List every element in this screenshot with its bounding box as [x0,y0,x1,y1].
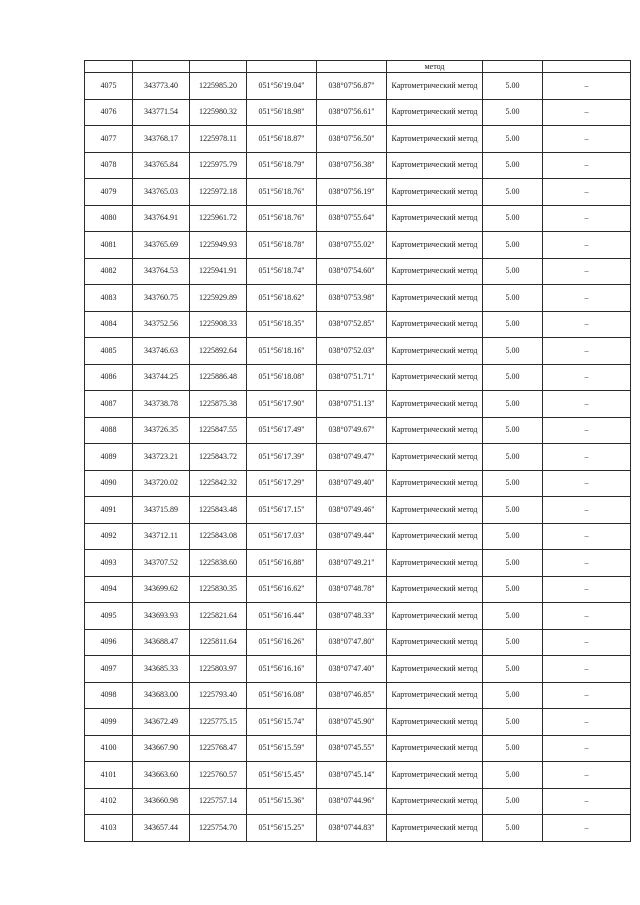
table-row [85,815,631,842]
accuracy-cell: 5.00 [483,735,543,762]
point-number-cell: 4101 [85,762,133,789]
x-coordinate-cell: 343688.47 [133,629,190,656]
table-row [85,550,631,577]
y-coordinate-cell: 1225760.57 [190,762,247,789]
description-cell: – [543,444,631,471]
x-coordinate-cell [133,61,190,73]
point-number-cell: 4093 [85,550,133,577]
x-coordinate-cell: 343683.00 [133,682,190,709]
description-cell: – [543,258,631,285]
table-row [85,285,631,312]
latitude-cell: 051°56'16.44" [247,603,317,630]
y-coordinate-cell: 1225961.72 [190,205,247,232]
point-number-cell: 4090 [85,470,133,497]
accuracy-cell: 5.00 [483,523,543,550]
latitude-cell: 051°56'18.74" [247,258,317,285]
description-cell: – [543,126,631,153]
y-coordinate-cell: 1225949.93 [190,232,247,259]
table-row [85,470,631,497]
accuracy-cell: 5.00 [483,232,543,259]
accuracy-cell: 5.00 [483,629,543,656]
y-coordinate-cell: 1225892.64 [190,338,247,365]
method-cell: Картометрический метод [387,815,483,842]
description-cell: – [543,391,631,418]
longitude-cell: 038°07'56.61" [317,99,387,126]
latitude-cell: 051°56'16.62" [247,576,317,603]
x-coordinate-cell: 343771.54 [133,99,190,126]
table-row [85,603,631,630]
latitude-cell: 051°56'16.26" [247,629,317,656]
x-coordinate-cell: 343760.75 [133,285,190,312]
accuracy-cell: 5.00 [483,99,543,126]
accuracy-cell: 5.00 [483,815,543,842]
latitude-cell: 051°56'18.62" [247,285,317,312]
accuracy-cell: 5.00 [483,656,543,683]
table-row [85,735,631,762]
longitude-cell: 038°07'45.90" [317,709,387,736]
table-row [85,497,631,524]
x-coordinate-cell: 343660.98 [133,788,190,815]
y-coordinate-cell: 1225754.70 [190,815,247,842]
point-number-cell: 4091 [85,497,133,524]
point-number-cell: 4095 [85,603,133,630]
point-number-cell: 4083 [85,285,133,312]
y-coordinate-cell: 1225886.48 [190,364,247,391]
x-coordinate-cell: 343693.93 [133,603,190,630]
description-cell: – [543,364,631,391]
accuracy-cell: 5.00 [483,470,543,497]
latitude-cell: 051°56'18.76" [247,205,317,232]
x-coordinate-cell: 343712.11 [133,523,190,550]
table-row [85,682,631,709]
accuracy-cell: 5.00 [483,311,543,338]
method-cell: Картометрический метод [387,258,483,285]
method-cell: Картометрический метод [387,709,483,736]
latitude-cell: 051°56'17.29" [247,470,317,497]
accuracy-cell: 5.00 [483,285,543,312]
longitude-cell: 038°07'48.33" [317,603,387,630]
x-coordinate-cell: 343663.60 [133,762,190,789]
table-row [85,523,631,550]
accuracy-cell: 5.00 [483,179,543,206]
table-row [85,311,631,338]
latitude-cell: 051°56'18.16" [247,338,317,365]
x-coordinate-cell: 343699.62 [133,576,190,603]
longitude-cell: 038°07'53.98" [317,285,387,312]
longitude-cell: 038°07'49.47" [317,444,387,471]
x-coordinate-cell: 343765.84 [133,152,190,179]
table-row [85,232,631,259]
y-coordinate-cell: 1225985.20 [190,73,247,100]
latitude-cell: 051°56'18.78" [247,232,317,259]
method-cell: Картометрический метод [387,391,483,418]
point-number-cell: 4088 [85,417,133,444]
description-cell: – [543,815,631,842]
point-number-cell: 4087 [85,391,133,418]
description-cell: – [543,497,631,524]
description-cell: – [543,470,631,497]
y-coordinate-cell: 1225978.11 [190,126,247,153]
y-coordinate-cell [190,61,247,73]
accuracy-cell: 5.00 [483,364,543,391]
longitude-cell: 038°07'52.03" [317,338,387,365]
method-cell: Картометрический метод [387,364,483,391]
description-cell: – [543,550,631,577]
x-coordinate-cell: 343765.03 [133,179,190,206]
table-row [85,788,631,815]
point-number-cell: 4097 [85,656,133,683]
x-coordinate-cell: 343765.69 [133,232,190,259]
y-coordinate-cell: 1225975.79 [190,152,247,179]
table-row [85,709,631,736]
y-coordinate-cell: 1225972.18 [190,179,247,206]
table-row [85,258,631,285]
x-coordinate-cell: 343720.02 [133,470,190,497]
y-coordinate-cell: 1225980.32 [190,99,247,126]
table-row [85,152,631,179]
y-coordinate-cell: 1225842.32 [190,470,247,497]
x-coordinate-cell: 343726.35 [133,417,190,444]
table-row [85,61,631,73]
point-number-cell: 4103 [85,815,133,842]
longitude-cell: 038°07'45.55" [317,735,387,762]
x-coordinate-cell: 343667.90 [133,735,190,762]
accuracy-cell: 5.00 [483,682,543,709]
x-coordinate-cell: 343768.17 [133,126,190,153]
point-number-cell: 4102 [85,788,133,815]
description-cell: – [543,603,631,630]
description-cell: – [543,523,631,550]
y-coordinate-cell: 1225830.35 [190,576,247,603]
longitude-cell: 038°07'47.40" [317,656,387,683]
longitude-cell: 038°07'51.71" [317,364,387,391]
method-cell: Картометрический метод [387,232,483,259]
method-cell: Картометрический метод [387,629,483,656]
coordinates-table [84,60,631,842]
longitude-cell: 038°07'47.80" [317,629,387,656]
x-coordinate-cell: 343738.78 [133,391,190,418]
accuracy-cell: 5.00 [483,205,543,232]
latitude-cell: 051°56'16.08" [247,682,317,709]
y-coordinate-cell: 1225838.60 [190,550,247,577]
longitude-cell [317,61,387,73]
method-cell: Картометрический метод [387,656,483,683]
table-body [85,61,631,842]
method-cell: Картометрический метод [387,682,483,709]
accuracy-cell: 5.00 [483,576,543,603]
latitude-cell [247,61,317,73]
table-row [85,338,631,365]
x-coordinate-cell: 343657.44 [133,815,190,842]
point-number-cell: 4096 [85,629,133,656]
point-number-cell: 4092 [85,523,133,550]
method-cell: Картометрический метод [387,417,483,444]
accuracy-cell: 5.00 [483,762,543,789]
accuracy-cell [483,61,543,73]
latitude-cell: 051°56'18.35" [247,311,317,338]
method-cell: Картометрический метод [387,444,483,471]
longitude-cell: 038°07'49.21" [317,550,387,577]
description-cell [543,61,631,73]
point-number-cell: 4081 [85,232,133,259]
method-cell: Картометрический метод [387,205,483,232]
method-cell: метод [387,61,483,73]
x-coordinate-cell: 343744.25 [133,364,190,391]
point-number-cell: 4077 [85,126,133,153]
latitude-cell: 051°56'18.98" [247,99,317,126]
longitude-cell: 038°07'54.60" [317,258,387,285]
latitude-cell: 051°56'19.04" [247,73,317,100]
table-row [85,391,631,418]
method-cell: Картометрический метод [387,73,483,100]
longitude-cell: 038°07'44.83" [317,815,387,842]
y-coordinate-cell: 1225843.48 [190,497,247,524]
accuracy-cell: 5.00 [483,444,543,471]
method-cell: Картометрический метод [387,497,483,524]
method-cell: Картометрический метод [387,179,483,206]
accuracy-cell: 5.00 [483,338,543,365]
y-coordinate-cell: 1225821.64 [190,603,247,630]
y-coordinate-cell: 1225843.08 [190,523,247,550]
point-number-cell: 4079 [85,179,133,206]
method-cell: Картометрический метод [387,788,483,815]
x-coordinate-cell: 343723.21 [133,444,190,471]
description-cell: – [543,709,631,736]
description-cell: – [543,788,631,815]
accuracy-cell: 5.00 [483,603,543,630]
description-cell: – [543,152,631,179]
latitude-cell: 051°56'17.90" [247,391,317,418]
longitude-cell: 038°07'44.96" [317,788,387,815]
description-cell: – [543,417,631,444]
description-cell: – [543,285,631,312]
longitude-cell: 038°07'56.50" [317,126,387,153]
accuracy-cell: 5.00 [483,152,543,179]
point-number-cell: 4086 [85,364,133,391]
point-number-cell: 4075 [85,73,133,100]
point-number-cell: 4080 [85,205,133,232]
y-coordinate-cell: 1225908.33 [190,311,247,338]
description-cell: – [543,576,631,603]
accuracy-cell: 5.00 [483,258,543,285]
description-cell: – [543,656,631,683]
method-cell: Картометрический метод [387,603,483,630]
method-cell: Картометрический метод [387,762,483,789]
latitude-cell: 051°56'16.16" [247,656,317,683]
table-row [85,126,631,153]
table-row [85,73,631,100]
description-cell: – [543,205,631,232]
latitude-cell: 051°56'17.03" [247,523,317,550]
y-coordinate-cell: 1225768.47 [190,735,247,762]
point-number-cell [85,61,133,73]
longitude-cell: 038°07'56.19" [317,179,387,206]
accuracy-cell: 5.00 [483,709,543,736]
latitude-cell: 051°56'18.08" [247,364,317,391]
table-row [85,762,631,789]
latitude-cell: 051°56'16.88" [247,550,317,577]
accuracy-cell: 5.00 [483,550,543,577]
latitude-cell: 051°56'15.36" [247,788,317,815]
latitude-cell: 051°56'15.25" [247,815,317,842]
y-coordinate-cell: 1225757.14 [190,788,247,815]
latitude-cell: 051°56'18.87" [247,126,317,153]
latitude-cell: 051°56'18.79" [247,152,317,179]
y-coordinate-cell: 1225811.64 [190,629,247,656]
table-row [85,444,631,471]
longitude-cell: 038°07'55.64" [317,205,387,232]
description-cell: – [543,99,631,126]
description-cell: – [543,73,631,100]
method-cell: Картометрический метод [387,99,483,126]
longitude-cell: 038°07'48.78" [317,576,387,603]
method-cell: Картометрический метод [387,152,483,179]
table-row [85,205,631,232]
description-cell: – [543,762,631,789]
latitude-cell: 051°56'15.59" [247,735,317,762]
description-cell: – [543,629,631,656]
point-number-cell: 4098 [85,682,133,709]
description-cell: – [543,682,631,709]
method-cell: Картометрический метод [387,126,483,153]
method-cell: Картометрический метод [387,576,483,603]
latitude-cell: 051°56'17.49" [247,417,317,444]
table-row [85,179,631,206]
table-row [85,417,631,444]
y-coordinate-cell: 1225775.15 [190,709,247,736]
y-coordinate-cell: 1225941.91 [190,258,247,285]
x-coordinate-cell: 343707.52 [133,550,190,577]
longitude-cell: 038°07'49.44" [317,523,387,550]
method-cell: Картометрический метод [387,735,483,762]
longitude-cell: 038°07'51.13" [317,391,387,418]
method-cell: Картометрический метод [387,523,483,550]
latitude-cell: 051°56'18.76" [247,179,317,206]
y-coordinate-cell: 1225803.97 [190,656,247,683]
description-cell: – [543,179,631,206]
method-cell: Картометрический метод [387,285,483,312]
y-coordinate-cell: 1225929.89 [190,285,247,312]
table-row [85,99,631,126]
point-number-cell: 4078 [85,152,133,179]
point-number-cell: 4076 [85,99,133,126]
method-cell: Картометрический метод [387,311,483,338]
longitude-cell: 038°07'49.67" [317,417,387,444]
table-row [85,576,631,603]
x-coordinate-cell: 343752.56 [133,311,190,338]
longitude-cell: 038°07'56.38" [317,152,387,179]
table-row [85,629,631,656]
point-number-cell: 4089 [85,444,133,471]
table-row [85,656,631,683]
latitude-cell: 051°56'17.39" [247,444,317,471]
point-number-cell: 4094 [85,576,133,603]
point-number-cell: 4100 [85,735,133,762]
longitude-cell: 038°07'49.46" [317,497,387,524]
point-number-cell: 4099 [85,709,133,736]
x-coordinate-cell: 343672.49 [133,709,190,736]
x-coordinate-cell: 343764.91 [133,205,190,232]
description-cell: – [543,311,631,338]
y-coordinate-cell: 1225793.40 [190,682,247,709]
y-coordinate-cell: 1225843.72 [190,444,247,471]
latitude-cell: 051°56'15.74" [247,709,317,736]
longitude-cell: 038°07'45.14" [317,762,387,789]
accuracy-cell: 5.00 [483,497,543,524]
table-row [85,364,631,391]
accuracy-cell: 5.00 [483,391,543,418]
x-coordinate-cell: 343715.89 [133,497,190,524]
point-number-cell: 4084 [85,311,133,338]
longitude-cell: 038°07'52.85" [317,311,387,338]
method-cell: Картометрический метод [387,338,483,365]
point-number-cell: 4082 [85,258,133,285]
longitude-cell: 038°07'46.85" [317,682,387,709]
accuracy-cell: 5.00 [483,417,543,444]
y-coordinate-cell: 1225847.55 [190,417,247,444]
description-cell: – [543,232,631,259]
accuracy-cell: 5.00 [483,126,543,153]
longitude-cell: 038°07'49.40" [317,470,387,497]
x-coordinate-cell: 343685.33 [133,656,190,683]
latitude-cell: 051°56'17.15" [247,497,317,524]
method-cell: Картометрический метод [387,470,483,497]
x-coordinate-cell: 343773.40 [133,73,190,100]
description-cell: – [543,338,631,365]
description-cell: – [543,735,631,762]
longitude-cell: 038°07'55.02" [317,232,387,259]
x-coordinate-cell: 343764.53 [133,258,190,285]
method-cell: Картометрический метод [387,550,483,577]
accuracy-cell: 5.00 [483,73,543,100]
point-number-cell: 4085 [85,338,133,365]
latitude-cell: 051°56'15.45" [247,762,317,789]
longitude-cell: 038°07'56.87" [317,73,387,100]
y-coordinate-cell: 1225875.38 [190,391,247,418]
accuracy-cell: 5.00 [483,788,543,815]
x-coordinate-cell: 343746.63 [133,338,190,365]
